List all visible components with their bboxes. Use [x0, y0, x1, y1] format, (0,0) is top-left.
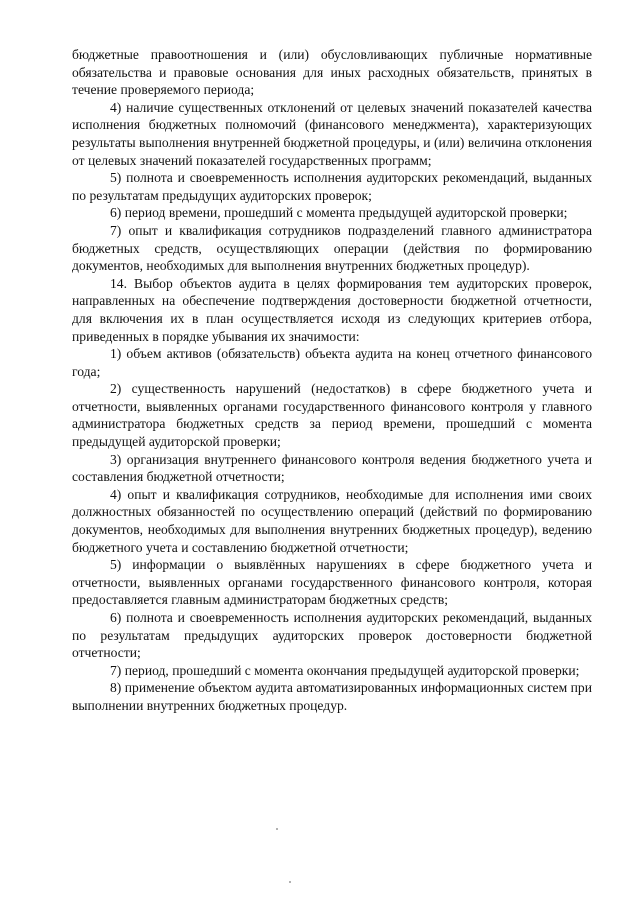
criterion-7-staff-experience: 7) опыт и квалификация сотрудников подразделений главного администратора бюджетных средств, осуществляющих операции (действия по формированию документов, необходимых для выполнения внутренних бюджетных процедур).: [72, 222, 592, 274]
section-14-item-2: 2) существенность нарушений (недостатков) в сфере бюджетного учета и отчетности, выявленных органами государственного финансового контроля у главного администратора бюджетных средств за период времени, прошедший с момента предыдущей аудиторской проверки;: [72, 381, 592, 450]
section-14-item-4: 4) опыт и квалификация сотрудников, необходимые для исполнения ими своих должностных обязанностей по осуществлению операций (действий по формированию документов, необходимых для выполнения внутренних бюджетных процедур), ведению бюджетного учета и составлению бюджетной отчетности;: [72, 486, 592, 555]
section-14-item-3: 3) организация внутреннего финансового контроля ведения бюджетного учета и составления бюджетной отчетности;: [72, 451, 592, 485]
section-14-item-5: 5) информации о выявлённых нарушениях в сфере бюджетного учета и отчетности, выявленных органами государственного финансового контроля, которая предоставляется главным администраторам бюджетных средств;: [72, 557, 592, 608]
section-14-intro: 14. Выбор объектов аудита в целях формирования тем аудиторских проверок, направленных на обеспечение подтверждения достоверности бюджетной отчетности, для включения их в план осуществляется исходя из следующих критериев отбора, приведенных в порядке убывания их значимости:: [72, 275, 592, 344]
scan-speck: [289, 881, 291, 883]
section-14-item-8: 8) применение объектом аудита автоматизированных информационных систем при выполнении внутренних бюджетных процедур.: [72, 680, 592, 713]
section-14-item-7: 7) период, прошедший с момента окончания предыдущей аудиторской проверки;: [110, 662, 580, 678]
criterion-4-deviations: 4) наличие существенных отклонений от целевых значений показателей качества исполнения бюджетных полномочий (финансового менеджмента), характеризующих результаты выполнения внутренней бюджетной процедуры, и (или) величина отклонения от целевых значений показателей государственных программ;: [72, 99, 592, 168]
criterion-5-recommendations: 5) полнота и своевременность исполнения аудиторских рекомендаций, выданных по результатам предыдущих аудиторских проверок;: [72, 170, 592, 203]
section-14-item-6: 6) полнота и своевременность исполнения аудиторских рекомендаций, выданных по результатам предыдущих аудиторских проверок достоверности бюджетной отчетности;: [72, 610, 592, 661]
section-14-item-1: 1) объем активов (обязательств) объекта аудита на конец отчетного финансового года;: [72, 346, 592, 379]
scan-speck: [276, 828, 278, 830]
paragraph-continuation: бюджетные правоотношения и (или) обусловливающих публичные нормативные обязательства и правовые основания для иных расходных обязательств, принятых в течение проверяемого периода;: [72, 47, 592, 98]
criterion-6-time-period: 6) период времени, прошедший с момента предыдущей аудиторской проверки;: [110, 205, 568, 221]
document-body: [72, 46, 592, 715]
